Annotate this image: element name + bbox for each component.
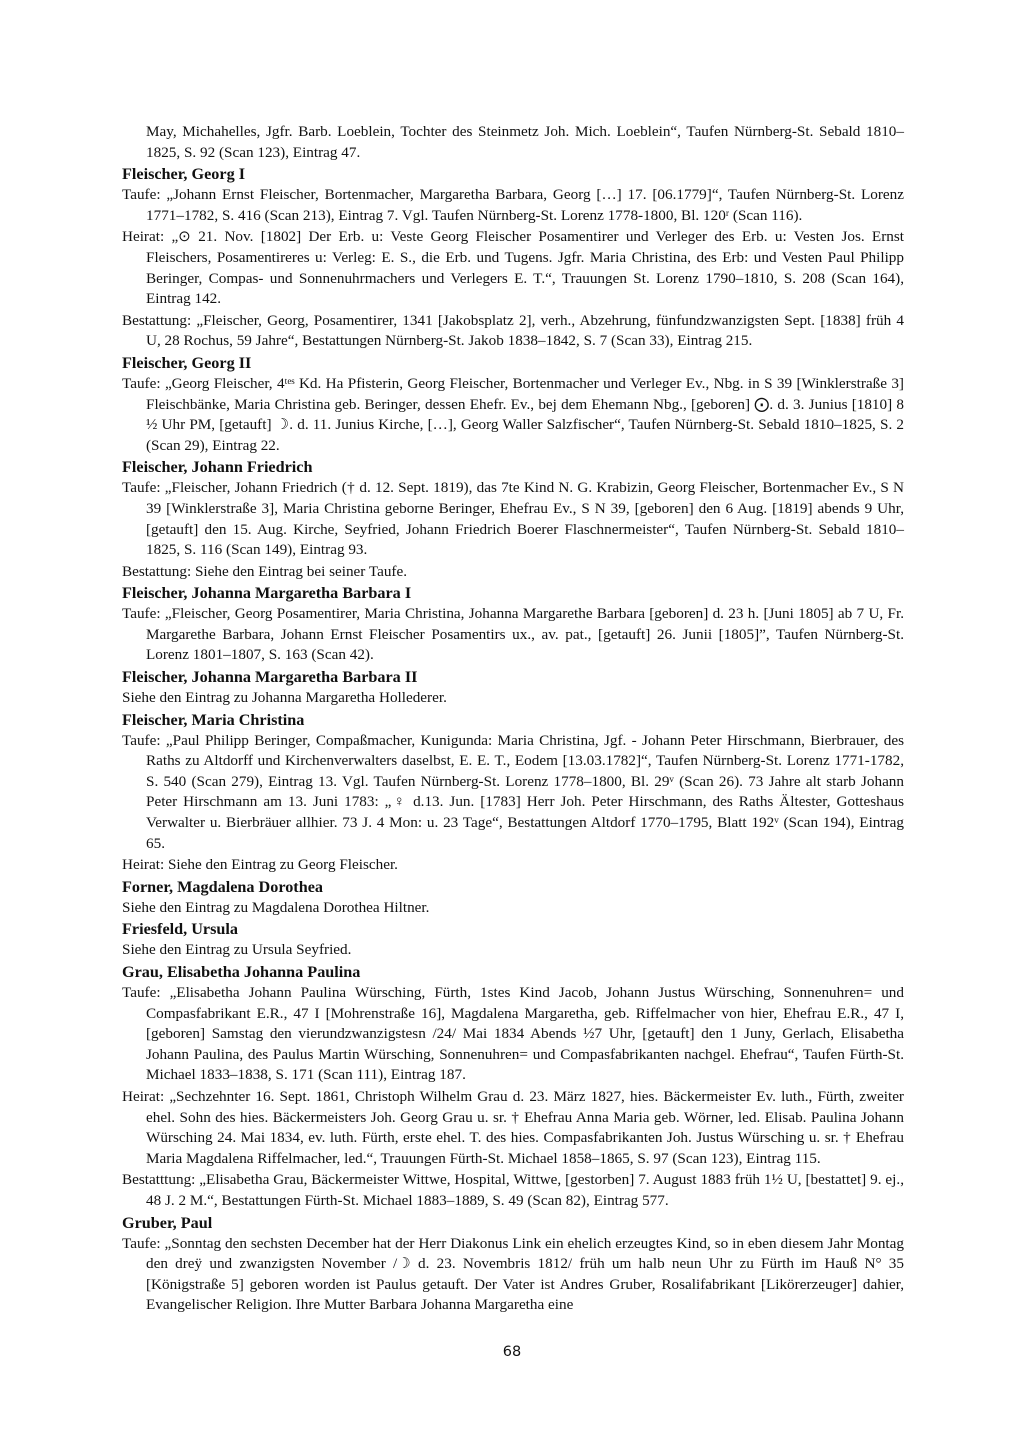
entry-heading: Friesfeld, Ursula xyxy=(122,920,238,939)
entry-paragraph-taufe: Taufe: „Sonntag den sechsten December hat der Herr Diakonus Link ein ehelich erzeugtes Kind, so in eben diesem Jahr Montag den dreÿ und zwanzigsten November /☽ d. 23. Novembris 1812/ früh um halb neun Uhr zu Fürth im Hauß N° 35 [Königstraße 5] geboren worden ist Paulus getauft. Der Vater ist Andres Gruber, Rosalifabrikant [Likörerzeuger] dahier, Evangelischer Religion. Ihre Mutter Barbara Johanna Margaretha eine xyxy=(122,1234,904,1314)
entry-heading: Fleischer, Maria Christina xyxy=(122,710,305,729)
entry-fleischer-johanna-margaretha-barbara-1 xyxy=(122,583,904,666)
entry-heading: Grau, Elisabetha Johanna Paulina xyxy=(122,963,361,981)
entry-fleischer-johann-friedrich xyxy=(122,457,904,582)
entry-paragraph-bestattung: Bestattung: Siehe den Eintrag bei seiner Taufe. xyxy=(122,562,408,580)
entry-paragraph-taufe: Taufe: „Johann Ernst Fleischer, Bortenmacher, Margaretha Barbara, Georg […] 17. [06.1779]“, Taufen Nürnberg-St. Lorenz 1771–1782, S. 416 (Scan 213), Eintrag 7. Vgl. Taufen Nürnberg-St. Lorenz 1778-1800, Bl. 120ʳ (Scan 116). xyxy=(122,186,904,224)
entry-heading: Forner, Magdalena Dorothea xyxy=(122,877,323,896)
entry-forner-magdalena-dorothea xyxy=(122,877,904,919)
entry-paragraph-reference: Siehe den Eintrag zu Johanna Margaretha Hollederer. xyxy=(122,689,447,707)
entry-paragraph-reference: Siehe den Eintrag zu Ursula Seyfried. xyxy=(122,941,352,959)
entry-heading: Fleischer, Johanna Margaretha Barbara I xyxy=(122,584,412,603)
entry-paragraph-taufe: Taufe: „Fleischer, Georg Posamentirer, Maria Christina, Johanna Margarethe Barbara [geboren] d. 23 h. [Juni 1805] ab 7 U, Fr. Margarethe Barbara, Johann Ernst Fleischer Posamentirs ux., av. pat., [getauft] 26. Junii [1805]”, Taufen Nürnberg-St. Lorenz 1801–1807, S. 163 (Scan 42). xyxy=(122,605,904,664)
entry-paragraph-taufe: Taufe: „Elisabetha Johann Paulina Würsching, Fürth, 1stes Kind Jacob, Johann Justus Würsching, Sonnenuhren= und Compasfabrikant E.R., 47 I [Mohrenstraße 16], Magdalena Margaretha, geb. Riffelmacher von hier, Ehefrau E.R., 47 I, [geboren] Samstag den vierundzwanzigstesn /24/ Mai 1834 Abends ½7 Uhr, [getauft] den 1 Juny, Gerlach, Elisabetha Johann Paulina, des Paulus Martin Würsching, Sonnenuhren= und Compasfabrikanten nachgel. Ehefrau“, Taufen Fürth-St. Michael 1833–1838, S. 171 (Scan 111), Eintrag 187. xyxy=(122,984,904,1084)
entry-fleischer-maria-christina xyxy=(122,710,904,876)
entry-fleischer-georg-2 xyxy=(122,353,904,456)
entry-paragraph-bestattung: Bestatttung: „Elisabetha Grau, Bäckermeister Wittwe, Hospital, Wittwe, [gestorben] 7. August 1883 früh 1½ U, [bestattet] 9. ej., 48 J. 2 M.“, Bestattungen Fürth-St. Michael 1883–1889, S. 49 (Scan 82), Eintrag 577. xyxy=(122,1171,904,1209)
entry-heading: Fleischer, Johann Friedrich xyxy=(122,458,313,477)
entry-paragraph-heirat: Heirat: „Sechzehnter 16. Sept. 1861, Christoph Wilhelm Grau d. 23. März 1827, hies. Bäckermeister Ev. luth., Fürth, zweiter ehel. Sohn des hies. Bäckermeisters Joh. Georg Grau u. sr. † Ehefrau Anna Maria geb. Wörner, led. Elisab. Paulina Johann Würsching 24. Mai 1834, ev. luth. Fürth, erste ehel. T. des hies. Compasfabrikanten Joh. Justus Würsching u. sr. † Ehefrau Maria Magdalena Riffelmacher, led.“, Trauungen Fürth-St. Michael 1858–1865, S. 97 (Scan 123), Eintrag 115. xyxy=(122,1087,904,1167)
entry-heading: Fleischer, Johanna Margaretha Barbara II xyxy=(122,668,418,687)
entry-paragraph-heirat: Heirat: „⊙ 21. Nov. [1802] Der Erb. u: Veste Georg Fleischer Posamentirer und Verleger des Erb. u: Vesten Jos. Ernst Fleischers, Posamentireres u: Verleg: E. S., die Erb. und Tugens. Jgfr. Maria Christina, des Erb: und Vesten Paul Philipp Beringer, Compas- und Sonnenuhrmachers und Verlegers E. T.“, Trauungen St. Lorenz 1790–1810, S. 208 (Scan 164), Eintrag 142. xyxy=(122,228,904,308)
entry-heading: Fleischer, Georg II xyxy=(122,353,252,372)
entry-paragraph-taufe: Taufe: „Georg Fleischer, 4ᵗᵉˢ Kd. Ha Pfisterin, Georg Fleischer, Bortenmacher und Verleger Ev., Nbg. in S 39 [Winklerstraße 3] Fleischbänke, Maria Christina geb. Beringer, dessen Ehefr. Ev., bej dem Ehemann Nbg., [geboren] ⨀. d. 3. Junius [1810] 8 ½ Uhr PM, [getauft] ☽. d. 11. Junius Kirche, […], Georg Waller Salzfischer“, Taufen Nürnberg-St. Sebald 1810–1825, S. 2 (Scan 29), Eintrag 22. xyxy=(122,374,904,454)
document-page xyxy=(122,122,904,1317)
intro-continuation: May, Michahelles, Jgfr. Barb. Loeblein, Tochter des Steinmetz Joh. Mich. Loeblein“, Taufen Nürnberg-St. Sebald 1810–1825, S. 92 (Scan 123), Eintrag 47. xyxy=(146,123,904,161)
entry-heading: Fleischer, Georg I xyxy=(122,165,246,184)
page-number: 68 xyxy=(502,1344,522,1360)
entry-friesfeld-ursula xyxy=(122,919,904,961)
entry-paragraph-taufe: Taufe: „Paul Philipp Beringer, Compaßmacher, Kunigunda: Maria Christina, Jgf. - Johann Peter Hirschmann, Bierbrauer, des Raths zu Altdorff und Kirchenverwalters daselbst, E. E. T., Eodem [13.03.1782]“, Taufen Nürnberg-St. Lorenz 1771-1782, S. 540 (Scan 279), Eintrag 13. Vgl. Taufen Nürnberg-St. Lorenz 1778–1800, Bl. 29ᵛ (Scan 26). 73 Jahre alt starb Johann Peter Hirschmann am 13. Juni 1783: „♀ d.13. Jun. [1783] Herr Joh. Peter Hirschmann, des Raths Ältester, Gotteshaus Verwalter u. Bierbräuer allhier. 73 J. 4 Mon: u. 23 Tage“, Bestattungen Altdorf 1770–1795, Blatt 192ᵛ (Scan 194), Eintrag 65. xyxy=(122,731,904,852)
entry-fleischer-johanna-margaretha-barbara-2 xyxy=(122,667,904,709)
entry-grau-elisabetha-johanna-paulina xyxy=(122,962,904,1212)
entry-paragraph-bestattung: Bestattung: „Fleischer, Georg, Posamentirer, 1341 [Jakobsplatz 2], verh., Abzehrung, fünfundzwanzigsten Sept. [1838] früh 4 U, 28 Rochus, 59 Jahre“, Bestattungen Nürnberg-St. Jakob 1838–1842, S. 7 (Scan 33), Eintrag 215. xyxy=(122,311,904,350)
entry-paragraph-heirat: Heirat: Siehe den Eintrag zu Georg Fleischer. xyxy=(122,856,398,874)
entry-gruber-paul xyxy=(122,1213,904,1316)
entry-heading: Gruber, Paul xyxy=(122,1213,213,1232)
entry-paragraph-taufe: Taufe: „Fleischer, Johann Friedrich († d. 12. Sept. 1819), das 7te Kind N. G. Krabizin, Georg Fleischer, Bortenmacher Ev., S N 39 [Winklerstraße 3], Maria Christina geborne Beringer, Ehefrau Ev., S N 39, [geboren] den 6 Aug. [1819] abends 9 Uhr, [getauft] den 15. Aug. Kirche, Seyfried, Johann Friedrich Boerer Flaschnermeister“, Taufen Nürnberg-St. Sebald 1810–1825, S. 116 (Scan 149), Eintrag 93. xyxy=(122,479,904,559)
entry-paragraph-reference: Siehe den Eintrag zu Magdalena Dorothea Hiltner. xyxy=(122,898,430,916)
entry-fleischer-georg-1 xyxy=(122,164,904,352)
